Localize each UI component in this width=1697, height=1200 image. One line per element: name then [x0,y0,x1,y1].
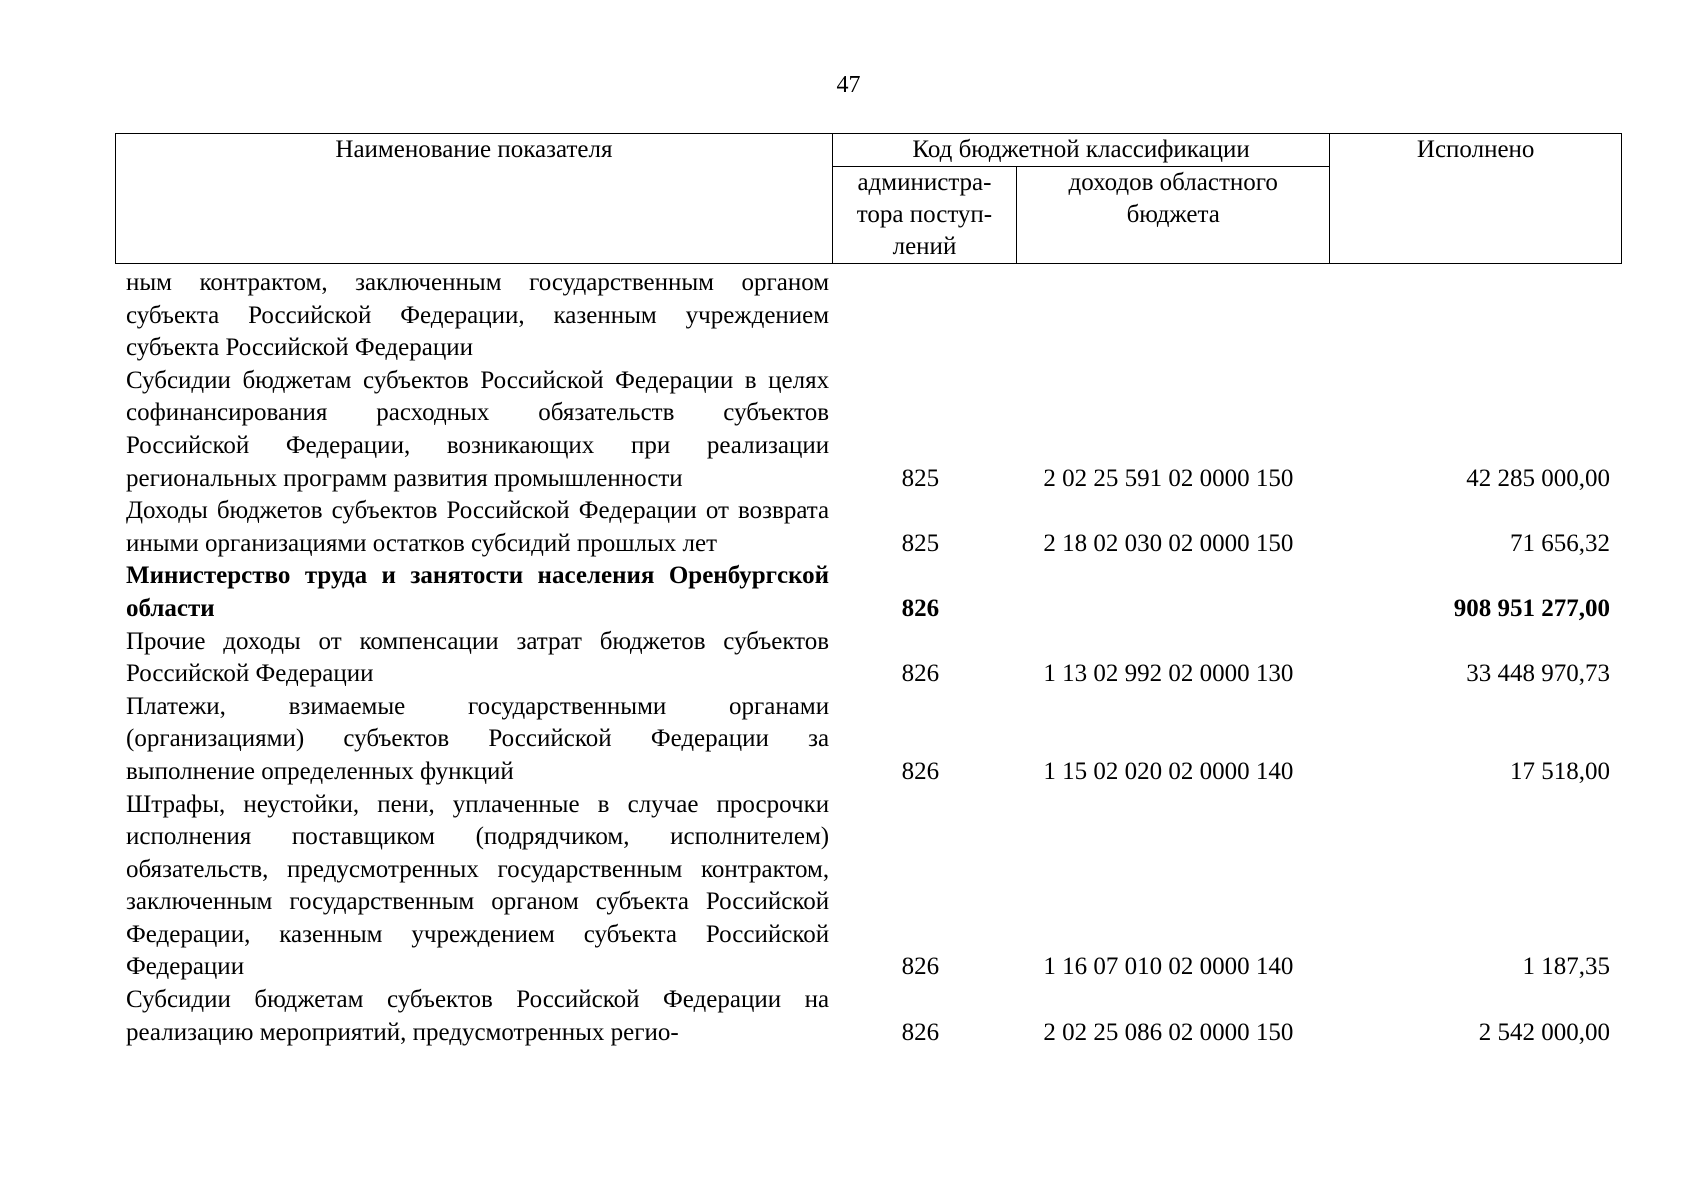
row-budget-code: 2 02 25 086 02 0000 150 [1043,1018,1294,1046]
row-amount: 33 448 970,73 [1466,660,1610,688]
row-name: Министерство труда и занятости населения Оренбургской области [126,562,830,622]
row-amount: 71 656,32 [1510,529,1610,557]
row-budget-code [1012,560,1325,625]
table-row [115,789,1622,985]
header-income-column: доходов областного бюджета [1017,167,1330,264]
header-executed-column: Исполнено [1330,134,1622,264]
table-row [115,365,1622,495]
table-row [115,560,1622,625]
row-name: Штрафы, неустойки, пени, уплаченные в случае просрочки исполнения поставщиком (подрядчиком, исполнителем) обязательств, предусмотренных государственным контрактом, заключенным государственным органом субъекта Российской Федерации, казенным учреждением субъекта Российской Федерации [126,790,830,981]
row-name: Доходы бюджетов субъектов Российской Федерации от возврата иными организациями остатков субсидий прошлых лет [126,497,830,557]
table-row [115,984,1622,1049]
table-row [115,267,1622,365]
header-code-group: Код бюджетной классификации [832,134,1329,167]
row-amount [1325,267,1622,365]
row-name: Платежи, взимаемые государственными органами (организациями) субъектов Российской Федерации за выполнение определенных функций [126,692,830,785]
row-amount: 42 285 000,00 [1466,464,1610,492]
row-name: Прочие доходы от компенсации затрат бюджетов субъектов Российской Федерации [126,627,830,688]
row-admin-code: 826 [901,757,940,785]
row-name: ным контрактом, заключенным государственным органом субъекта Российской Федерации, казенным учреждением субъекта Российской Федерации [126,269,830,362]
header-name-column: Наименование показателя [116,134,833,264]
row-amount: 1 187,35 [1522,953,1610,981]
row-budget-code: 1 16 07 010 02 0000 140 [1043,953,1294,981]
header-admin-column: администра-тора поступ-лений [832,167,1016,264]
row-admin-code: 826 [901,594,940,622]
row-budget-code: 1 13 02 992 02 0000 130 [1043,660,1294,688]
budget-table [115,267,1622,1049]
row-budget-code: 2 02 25 591 02 0000 150 [1043,464,1294,492]
table-row [115,626,1622,691]
row-name: Субсидии бюджетам субъектов Российской Федерации на реализацию мероприятий, предусмотренных регио- [126,986,830,1046]
row-budget-code: 1 15 02 020 02 0000 140 [1043,757,1294,785]
row-admin-code: 826 [901,660,940,688]
row-admin-code [829,267,1012,365]
row-admin-code: 826 [901,1018,940,1046]
row-amount: 17 518,00 [1510,757,1610,785]
row-amount: 2 542 000,00 [1478,1018,1610,1046]
table-header [115,133,1622,264]
page-number: 47 [836,72,861,98]
row-admin-code: 825 [901,529,940,557]
row-admin-code: 825 [901,464,940,492]
table-row [115,691,1622,789]
row-admin-code: 826 [901,953,940,981]
row-amount: 908 951 277,00 [1453,594,1610,622]
row-budget-code: 2 18 02 030 02 0000 150 [1043,529,1294,557]
row-name: Субсидии бюджетам субъектов Российской Федерации в целях софинансирования расходных обязательств субъектов Российской Федерации, возникающих при реализации региональных программ развития промышленности [126,366,830,492]
table-row [115,495,1622,560]
row-budget-code [1012,267,1325,365]
